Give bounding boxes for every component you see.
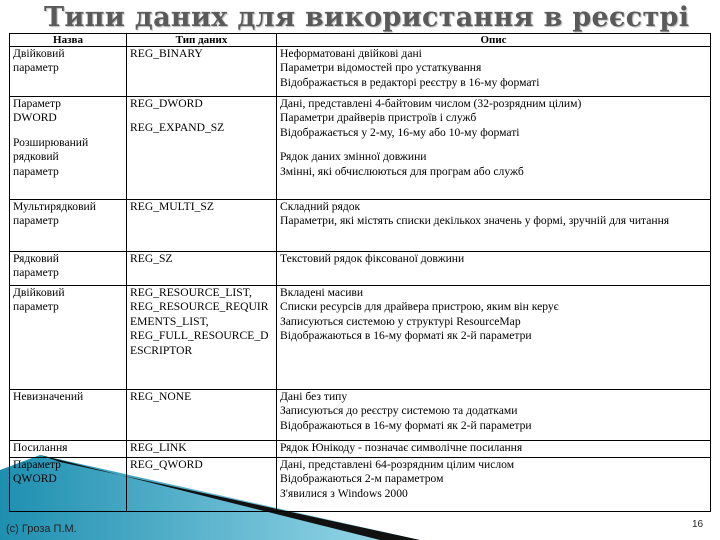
cell-line: Відображаються в 16-му форматі як 2-й параметри — [280, 329, 532, 343]
cell-line: Текстовий рядок фіксованої довжини — [280, 252, 465, 265]
name-cell — [10, 47, 127, 97]
cell-line: Записуються системою у структурі ResourceMap — [280, 314, 521, 328]
cell-line: Мультирядковий — [13, 200, 96, 213]
type-cell — [127, 458, 277, 512]
cell-line: REG_RESOURCE_REQUIREMENTS_LIST, — [130, 300, 269, 328]
cell-line: QWORD — [13, 472, 57, 486]
registry-types-table — [9, 33, 711, 512]
cell-line: REG_MULTI_SZ — [130, 200, 214, 213]
cell-line: Відображаються в 16-му форматі як 2-й параметри — [280, 418, 532, 432]
cell-line: REG_EXPAND_SZ — [130, 121, 225, 135]
table-row — [10, 390, 711, 441]
cell-line: Невизначений — [13, 390, 84, 403]
slide-title: Типи даних для використання в реєстрі — [44, 2, 690, 33]
description-cell — [277, 390, 711, 441]
cell-line: Двійковий — [13, 286, 65, 299]
cell-line: REG_QWORD — [130, 458, 203, 471]
description-cell — [277, 97, 711, 200]
cell-line: DWORD — [13, 111, 57, 125]
cell-line: REG_FULL_RESOURCE_DESCRIPTOR — [130, 329, 269, 357]
cell-line: Неформатовані двійкові дані — [280, 47, 422, 60]
cell-line: Параметри драйверів пристроїв і служб — [280, 111, 477, 125]
footer-author: (c) Гроза П.М. — [6, 523, 77, 535]
cell-line: Відображається в редакторі реєстру в 16-му форматі — [280, 75, 540, 89]
table-row — [10, 47, 711, 97]
page-number: 16 — [692, 519, 704, 530]
name-cell — [10, 252, 127, 286]
cell-line: Рядок даних змінної довжини — [280, 150, 427, 164]
cell-line: Параметр — [13, 97, 61, 110]
cell-line: Рядок Юнікоду - позначає символічне посилання — [280, 441, 523, 454]
name-cell — [10, 97, 127, 200]
cell-line: REG_BINARY — [130, 47, 203, 60]
type-cell — [127, 200, 277, 252]
name-cell — [10, 441, 127, 458]
cell-line: Рядковий — [13, 252, 59, 265]
cell-line: Параметри відомостей про устаткування — [280, 61, 482, 75]
type-cell — [127, 97, 277, 200]
type-cell — [127, 286, 277, 390]
table-row — [10, 286, 711, 390]
name-cell — [10, 286, 127, 390]
cell-line: Вкладені масиви — [280, 286, 364, 299]
header-type: Тип даних — [127, 34, 277, 47]
cell-line: Параметр — [13, 458, 61, 471]
cell-line: параметр — [13, 300, 59, 314]
table-row — [10, 458, 711, 512]
cell-line: З'явилися з Windows 2000 — [280, 486, 408, 500]
cell-line: параметр — [13, 61, 59, 75]
cell-line: Відображаються 2-м параметром — [280, 472, 444, 486]
table-row — [10, 441, 711, 458]
cell-line: параметр — [13, 164, 59, 178]
cell-line: Посилання — [13, 441, 68, 454]
cell-line: REG_NONE — [130, 390, 192, 403]
cell-line: Дані, представлені 64-розрядним цілим числом — [280, 458, 515, 471]
cell-line: Дані без типу — [280, 390, 348, 403]
type-cell — [127, 441, 277, 458]
cell-line: Двійковий — [13, 47, 65, 60]
name-cell — [10, 200, 127, 252]
table-row — [10, 97, 711, 200]
type-cell — [127, 390, 277, 441]
cell-line: Записуються до реєстру системою та додатками — [280, 404, 518, 418]
cell-line: Дані, представлені 4-байтовим числом (32-розрядним цілим) — [280, 97, 582, 110]
cell-line: REG_DWORD — [130, 97, 203, 110]
table-header — [10, 34, 711, 47]
cell-line: REG_RESOURCE_LIST, — [130, 286, 252, 299]
header-description: Опис — [277, 34, 711, 47]
cell-line: Списки ресурсів для драйвера пристрою, яким він керує — [280, 300, 559, 314]
description-cell — [277, 252, 711, 286]
description-cell — [277, 200, 711, 252]
cell-line: параметр — [13, 214, 59, 228]
cell-line: Змінні, які обчислюються для програм або служб — [280, 164, 524, 178]
type-cell — [127, 252, 277, 286]
cell-line: рядковий — [13, 150, 59, 164]
name-cell — [10, 458, 127, 512]
type-cell — [127, 47, 277, 97]
cell-line: REG_LINK — [130, 441, 187, 454]
table-row — [10, 200, 711, 252]
cell-line: параметр — [13, 266, 59, 280]
cell-line: Складний рядок — [280, 200, 361, 213]
description-cell — [277, 286, 711, 390]
table-row — [10, 252, 711, 286]
cell-line: REG_SZ — [130, 252, 173, 265]
description-cell — [277, 47, 711, 97]
cell-line: Параметри, які містять списки декількох значень у формі, зручній для читання — [280, 214, 670, 228]
header-name: Назва — [10, 34, 127, 47]
cell-line: Розширюваний — [13, 135, 89, 149]
cell-line: Відображається у 2-му, 16-му або 10-му форматі — [280, 125, 520, 139]
description-cell — [277, 458, 711, 512]
description-cell — [277, 441, 711, 458]
name-cell — [10, 390, 127, 441]
